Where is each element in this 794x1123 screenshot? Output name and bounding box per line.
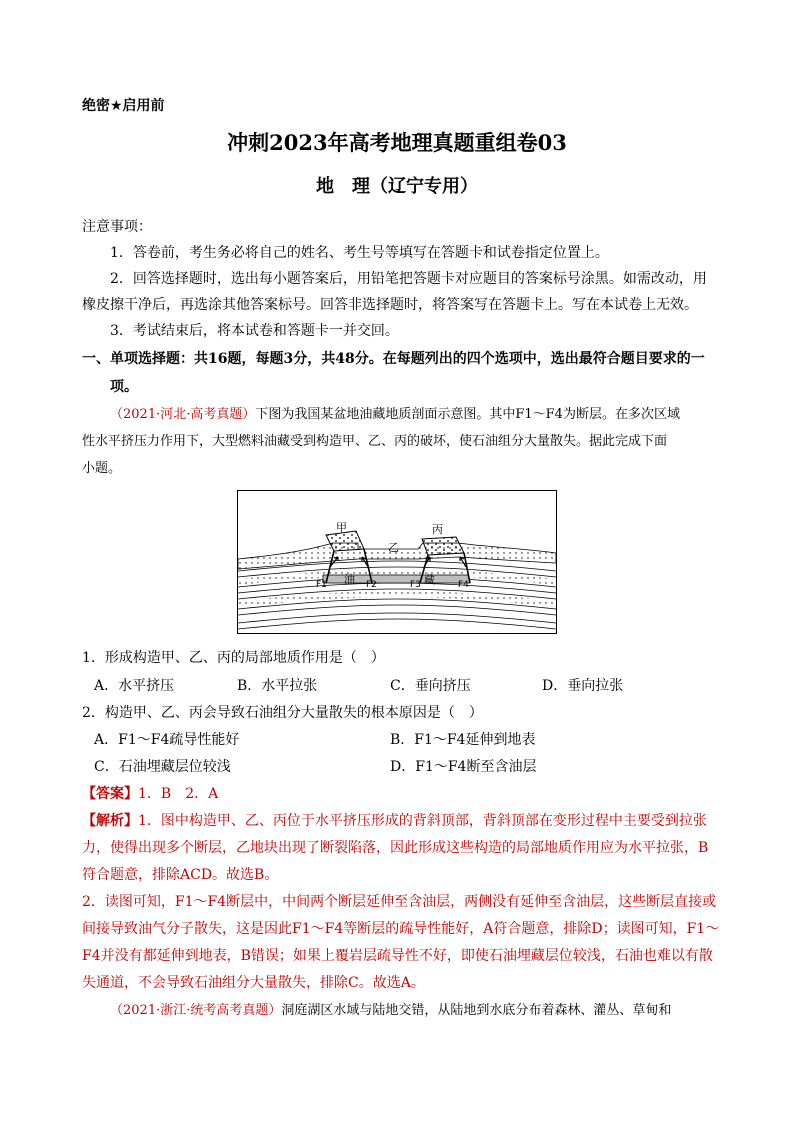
notice-item: 2．回答选择题时，选出每小题答案后，用铅笔把答题卡对应题目的答案标号涂黑。如需改动，用 (110, 271, 707, 287)
answer-tag: 【答案】 (82, 786, 138, 802)
analysis-text: 1．图中构造甲、乙、丙位于水平挤压形成的背斜顶部，背斜顶部在变形过程中主要受到拉张 (138, 813, 707, 829)
q1-option-c: C．垂向挤压 (390, 678, 471, 694)
label-yi: 乙 (388, 541, 399, 554)
notice-item: 橡皮擦干净后，再选涂其他答案标号。回答非选择题时，将答案写在答题卡上。写在本试卷上无效。 (82, 297, 698, 313)
analysis-line: 间接导致油气分子散失，这是因此F1～F4等断层的疏导性能好，A符合题意，排除D；读图可知，F1～ (82, 921, 720, 937)
analysis-tag: 【解析】 (82, 813, 138, 829)
analysis-line (82, 811, 707, 831)
page-subtitle: 地 理（辽宁专用） (316, 176, 478, 197)
notice-item: 3．考试结束后，将本试卷和答题卡一并交回。 (110, 323, 399, 339)
analysis-line: 力，使得出现多个断层，乙地块出现了断裂陷落，因此形成这些构造的局部地质作用应为水平拉张，B (82, 840, 709, 856)
geologic-section-svg (238, 491, 556, 633)
q2-option-b: B．F1～F4延伸到地表 (390, 732, 536, 748)
label-f1: F1 (316, 580, 327, 590)
label-f3: F3 (410, 580, 421, 590)
passage-1-line (110, 405, 680, 425)
notice-heading: 注意事项： (82, 219, 152, 235)
passage-1-line: 性水平挤压力作用下，大型燃料油藏受到构造甲、乙、丙的破坏，使石油组分大量散失。据此完成下面 (82, 434, 668, 449)
passage-1-line: 小题。 (82, 461, 122, 476)
q1-option-b: B．水平拉张 (237, 678, 318, 694)
label-f4: F4 (458, 580, 469, 590)
passage-text: 下图为我国某盆地油藏地质剖面示意图。其中F1～F4为断层。在多次区域 (255, 407, 680, 422)
analysis-line: 2．读图可知，F1～F4断层中，中间两个断层延伸至含油层，两侧没有延伸至含油层，这些断层直接或 (82, 894, 717, 910)
secret-mark: 绝密★启用前 (82, 98, 165, 114)
section-heading: 一、单项选择题：共16题，每题3分，共48分。在每题列出的四个选项中，选出最符合题目要求的一 (82, 351, 705, 367)
question-2-stem: 2．构造甲、乙、丙会导致石油组分大量散失的根本原因是（ ） (82, 705, 483, 721)
analysis-line: 符合题意，排除ACD。故选B。 (82, 867, 279, 883)
analysis-line: F4并没有都延伸到地表，B错误；如果上覆岩层疏导性不好，即使石油埋藏层位较浅，石油也难以有散 (82, 948, 713, 964)
answer-line (82, 784, 218, 804)
q1-option-a: A．水平挤压 (94, 678, 175, 694)
passage-source: （2021·河北·高考真题） (110, 407, 256, 422)
passage-2-line (110, 1001, 671, 1021)
label-jia: 甲 (336, 521, 347, 534)
answer-text: 1．B 2．A (138, 786, 219, 802)
q2-option-d: D．F1～F4断至含油层 (390, 759, 537, 775)
passage-2-source: （2021·浙江·统考高考真题） (110, 1003, 282, 1018)
q2-option-c: C．石油埋藏层位较浅 (94, 759, 231, 775)
label-cang: 藏 (424, 573, 435, 586)
question-1-stem: 1．形成构造甲、乙、丙的局部地质作用是（ ） (82, 650, 385, 666)
label-bing: 丙 (432, 523, 443, 536)
passage-2-text: 洞庭湖区水域与陆地交错，从陆地到水底分布着森林、灌丛、草甸和 (281, 1003, 672, 1018)
q1-option-d: D．垂向拉张 (542, 678, 624, 694)
geologic-section-figure (237, 490, 557, 634)
page-title: 冲刺2023年高考地理真题重组卷03 (227, 130, 567, 155)
label-you: 油 (344, 573, 355, 586)
q2-option-a: A．F1～F4疏导性能好 (94, 732, 240, 748)
analysis-line: 失通道，不会导致石油组分大量散失，排除C。故选A。 (82, 975, 425, 991)
notice-item: 1．答卷前，考生务必将自己的姓名、考生号等填写在答题卡和试卷指定位置上。 (110, 245, 609, 261)
label-f2: F2 (366, 580, 377, 590)
section-heading-cont: 项。 (110, 379, 138, 395)
